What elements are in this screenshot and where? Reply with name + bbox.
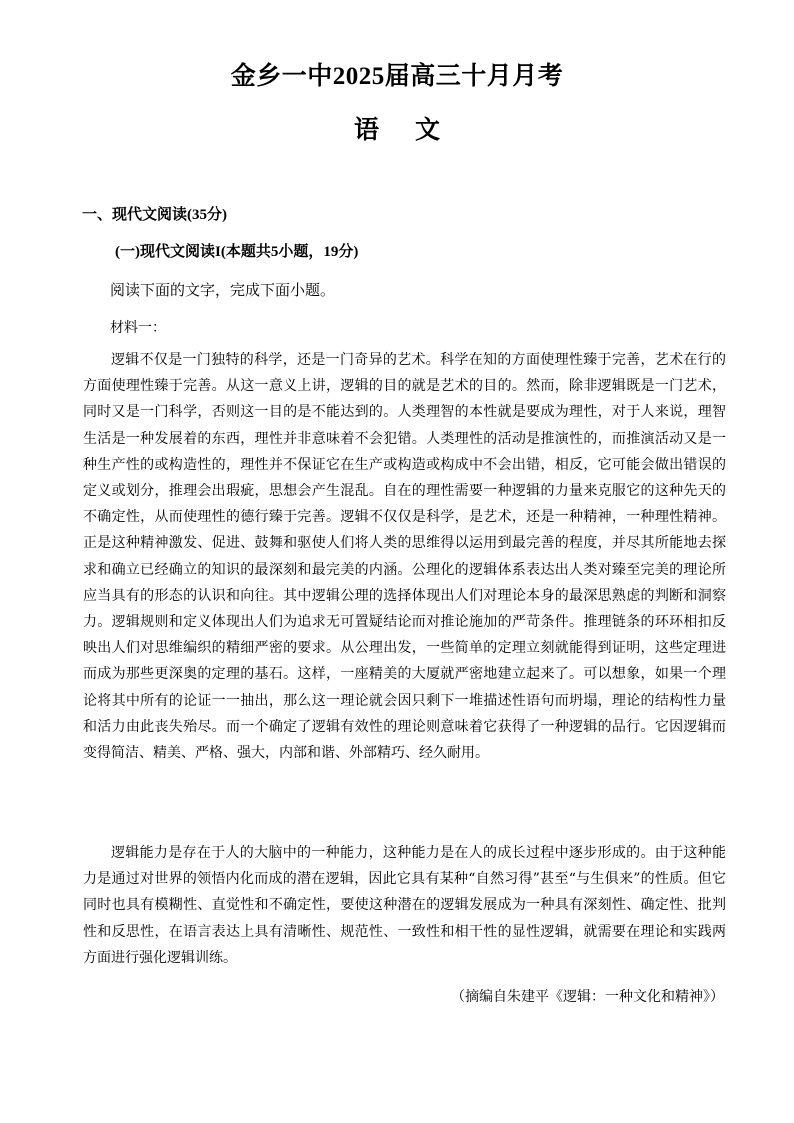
exam-title: 金乡一中2025届高三十月月考 [230, 63, 564, 90]
section-heading: 一、现代文阅读(35分) [82, 207, 227, 223]
subject-title: 语文 [353, 117, 476, 144]
passage-paragraph-2: 逻辑能力是存在于人的大脑中的一种能力，这种能力是在人的成长过程中逐步形成的。由于这种能力是通过对世界的领悟内化而成的潜在逻辑，因此它具有某种“自然习得”甚至“与生俱来”的性质。但它同时也具有模糊性、直觉性和不确定性，要使这种潜在的逻辑发展成为一种具有深刻性、确定性、批判性和反思性，在语言表达上具有清晰性、规范性、一致性和相干性的显性逻辑，就需要在理论和实践两方面进行强化逻辑训练。 [83, 845, 726, 966]
sub-section-heading: (一)现代文阅读I(本题共5小题，19分) [115, 244, 359, 260]
reading-instruction: 阅读下面的文字，完成下面小题。 [110, 282, 336, 299]
passage-paragraph-1: 逻辑不仅是一门独特的科学，还是一门奇异的艺术。科学在知的方面使理性臻于完善，艺术在行的方面使理性臻于完善。从这一意义上讲，逻辑的目的就是艺术的目的。然而，除非逻辑既是一门艺术，同时又是一门科学，否则这一目的是不能达到的。人类理智的本性就是要成为理性，对于人来说，理智生活是一种发展着的东西，理性并非意味着不会犯错。人类理性的活动是推演性的，而推演活动又是一种生产性的或构造性的，理性并不保证它在生产或构造或构成中不会出错，相反，它可能会做出错误的定义或划分，推理会出瑕疵，思想会产生混乱。自在的理性需要一种逻辑的力量来克服它的这种先天的不确定性，从而使理性的德行臻于完善。逻辑不仅仅是科学，是艺术，还是一种精神，一种理性精神。正是这种精神激发、促进、鼓舞和驱使人们将人类的思维得以运用到最完善的程度，并尽其所能地去探求和确立已经确立的知识的最深刻和最完美的内涵。公理化的逻辑体系表达出人类对臻至完美的理论所应当具有的形态的认识和向往。其中逻辑公理的选择体现出人们对理论本身的最深思熟虑的判断和洞察力。逻辑规则和定义体现出人们为追求无可置疑结论而对推论施加的严苛条件。推理链条的环环相扣反映出人们对思维编织的精细严密的要求。从公理出发，一些简单的定理立刻就能得到证明，这些定理进而成为那些更深奥的定理的基石。这样，一座精美的大厦就严密地建立起来了。可以想象，如果一个理论将其中所有的论证一一抽出，那么这一理论就会因只剩下一堆描述性语句而坍塌，理论的结构性力量和活力由此丧失殆尽。而一个确定了逻辑有效性的理论则意味着它获得了一种逻辑的品行。它因逻辑而变得简洁、精美、严格、强大，内部和谐、外部精巧、经久耐用。 [83, 352, 726, 762]
passage-source: （摘编自朱建平《逻辑：一种文化和精神》） [451, 989, 724, 1005]
material-label: 材料一： [110, 320, 166, 336]
